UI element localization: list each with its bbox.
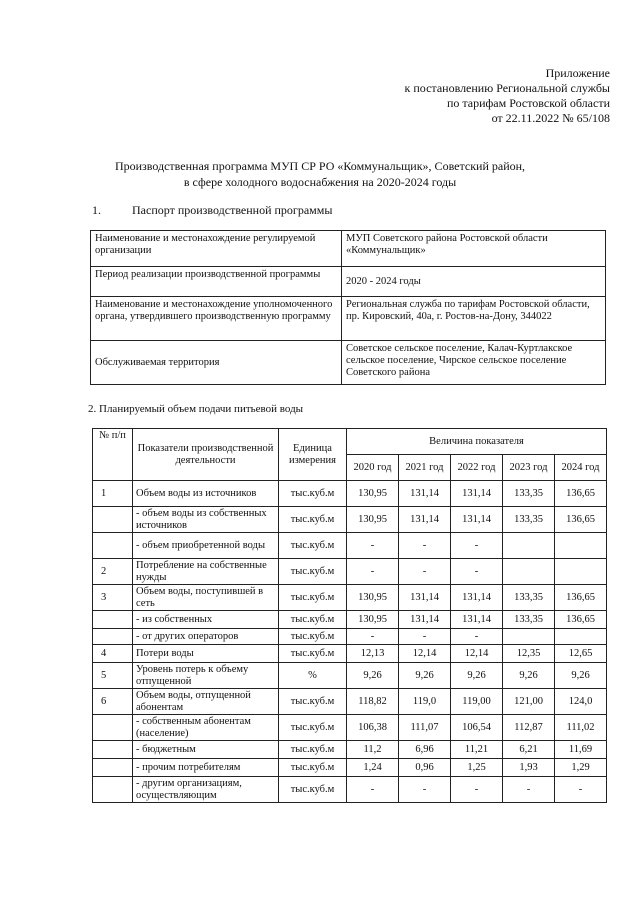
row-number: 2 bbox=[93, 559, 133, 585]
value-cell: 11,2 bbox=[347, 741, 399, 759]
value-cell: - bbox=[555, 777, 607, 803]
value-cell: 131,14 bbox=[399, 481, 451, 507]
table-row bbox=[93, 741, 607, 759]
header-year: 2020 год bbox=[347, 455, 399, 481]
passport-label: Наименование и местонахождение регулируемой организации bbox=[91, 231, 342, 267]
value-cell: 106,38 bbox=[347, 715, 399, 741]
value-cell: - bbox=[347, 559, 399, 585]
section-number: 1. bbox=[92, 203, 101, 217]
header-indicator: Показатели производственной деятельности bbox=[133, 429, 279, 481]
unit-cell: тыс.куб.м bbox=[279, 759, 347, 777]
value-cell: 6,96 bbox=[399, 741, 451, 759]
row-number: 4 bbox=[93, 645, 133, 663]
unit-cell: тыс.куб.м bbox=[279, 507, 347, 533]
unit-cell: тыс.куб.м bbox=[279, 629, 347, 645]
row-number: 3 bbox=[93, 585, 133, 611]
section-2-heading: 2. Планируемый объем подачи питьевой воды bbox=[88, 403, 304, 415]
value-cell: 130,95 bbox=[347, 585, 399, 611]
appendix-line: по тарифам Ростовской области bbox=[446, 96, 610, 110]
value-cell bbox=[555, 629, 607, 645]
indicator-name: - от других операторов bbox=[133, 629, 279, 645]
table-row bbox=[93, 629, 607, 645]
value-cell: - bbox=[451, 777, 503, 803]
value-cell: 119,00 bbox=[451, 689, 503, 715]
table-row bbox=[93, 559, 607, 585]
unit-cell: тыс.куб.м bbox=[279, 481, 347, 507]
value-cell: 12,14 bbox=[451, 645, 503, 663]
value-cell: - bbox=[399, 533, 451, 559]
value-cell bbox=[503, 533, 555, 559]
value-cell: 136,65 bbox=[555, 481, 607, 507]
unit-cell: тыс.куб.м bbox=[279, 533, 347, 559]
indicator-name: Объем воды, поступившей в сеть bbox=[133, 585, 279, 611]
unit-cell: тыс.куб.м bbox=[279, 777, 347, 803]
value-cell: 9,26 bbox=[399, 663, 451, 689]
value-cell bbox=[503, 559, 555, 585]
table-row bbox=[93, 715, 607, 741]
value-cell: 136,65 bbox=[555, 507, 607, 533]
value-cell: 130,95 bbox=[347, 611, 399, 629]
passport-label: Период реализации производственной программы bbox=[91, 267, 342, 297]
value-cell: 130,95 bbox=[347, 507, 399, 533]
indicator-name: - другим организациям, осуществляющим bbox=[133, 777, 279, 803]
indicator-name: Потребление на собственные нужды bbox=[133, 559, 279, 585]
indicator-name: Уровень потерь к объему отпущенной bbox=[133, 663, 279, 689]
table-header-row bbox=[93, 429, 607, 455]
value-cell: 133,35 bbox=[503, 507, 555, 533]
value-cell: 0,96 bbox=[399, 759, 451, 777]
value-cell: - bbox=[347, 777, 399, 803]
section-title: Паспорт производственной программы bbox=[132, 203, 333, 217]
value-cell: 136,65 bbox=[555, 585, 607, 611]
value-cell: 12,13 bbox=[347, 645, 399, 663]
value-cell: 9,26 bbox=[503, 663, 555, 689]
header-num: № п/п bbox=[93, 429, 133, 481]
indicator-name: - объем воды из собственных источников bbox=[133, 507, 279, 533]
row-number bbox=[93, 611, 133, 629]
row-number: 5 bbox=[93, 663, 133, 689]
value-cell: - bbox=[347, 533, 399, 559]
value-cell: 12,65 bbox=[555, 645, 607, 663]
value-cell: 119,0 bbox=[399, 689, 451, 715]
table-row bbox=[93, 481, 607, 507]
value-cell: 11,69 bbox=[555, 741, 607, 759]
table-row bbox=[91, 341, 606, 385]
value-cell bbox=[503, 629, 555, 645]
table-row bbox=[93, 611, 607, 629]
row-number: 1 bbox=[93, 481, 133, 507]
header-year: 2023 год bbox=[503, 455, 555, 481]
table-row bbox=[93, 645, 607, 663]
header-year: 2024 год bbox=[555, 455, 607, 481]
row-number bbox=[93, 741, 133, 759]
value-cell bbox=[555, 559, 607, 585]
value-cell: - bbox=[347, 629, 399, 645]
value-cell: 133,35 bbox=[503, 611, 555, 629]
value-cell: 9,26 bbox=[555, 663, 607, 689]
value-cell: - bbox=[399, 777, 451, 803]
table-row bbox=[93, 533, 607, 559]
unit-cell: тыс.куб.м bbox=[279, 559, 347, 585]
row-number bbox=[93, 715, 133, 741]
row-number bbox=[93, 507, 133, 533]
value-cell bbox=[555, 533, 607, 559]
passport-value: Региональная служба по тарифам Ростовской области, пр. Кировский, 40а, г. Ростов-на-Дону, 344022 bbox=[342, 297, 606, 341]
passport-value: МУП Советского района Ростовской области «Коммунальщик» bbox=[342, 231, 606, 267]
value-cell: 133,35 bbox=[503, 481, 555, 507]
header-unit: Единица измерения bbox=[279, 429, 347, 481]
value-cell: 124,0 bbox=[555, 689, 607, 715]
value-cell: 131,14 bbox=[399, 585, 451, 611]
table-row bbox=[93, 777, 607, 803]
value-cell: 1,29 bbox=[555, 759, 607, 777]
value-cell: 1,25 bbox=[451, 759, 503, 777]
unit-cell: тыс.куб.м bbox=[279, 741, 347, 759]
section-1-heading bbox=[92, 203, 332, 218]
indicator-name: - прочим потребителям bbox=[133, 759, 279, 777]
value-cell: 1,24 bbox=[347, 759, 399, 777]
table-row bbox=[93, 689, 607, 715]
passport-value: 2020 - 2024 годы bbox=[342, 267, 606, 297]
value-cell: 106,54 bbox=[451, 715, 503, 741]
unit-cell: тыс.куб.м bbox=[279, 611, 347, 629]
value-cell: 131,14 bbox=[399, 507, 451, 533]
value-cell: 121,00 bbox=[503, 689, 555, 715]
unit-cell: тыс.куб.м bbox=[279, 715, 347, 741]
row-number bbox=[93, 629, 133, 645]
value-cell: 118,82 bbox=[347, 689, 399, 715]
indicator-name: - собственным абонентам (население) bbox=[133, 715, 279, 741]
value-cell: 131,14 bbox=[451, 611, 503, 629]
indicator-name: - объем приобретенной воды bbox=[133, 533, 279, 559]
passport-label: Наименование и местонахождение уполномоченного органа, утвердившего производственную программу bbox=[91, 297, 342, 341]
table-row bbox=[93, 663, 607, 689]
value-cell: 131,14 bbox=[399, 611, 451, 629]
unit-cell: тыс.куб.м bbox=[279, 689, 347, 715]
appendix-block bbox=[405, 66, 610, 126]
unit-cell: % bbox=[279, 663, 347, 689]
table-row bbox=[91, 231, 606, 267]
table-row bbox=[91, 297, 606, 341]
indicator-name: Объем воды из источников bbox=[133, 481, 279, 507]
header-year: 2021 год bbox=[399, 455, 451, 481]
header-year: 2022 год bbox=[451, 455, 503, 481]
value-cell: 12,35 bbox=[503, 645, 555, 663]
indicator-name: - бюджетным bbox=[133, 741, 279, 759]
row-number bbox=[93, 759, 133, 777]
table-row bbox=[91, 267, 606, 297]
title-line: Производственная программа МУП СР РО «Коммунальщик», Советский район, bbox=[114, 159, 526, 173]
value-cell: - bbox=[399, 559, 451, 585]
value-cell: 131,14 bbox=[451, 481, 503, 507]
value-cell: 131,14 bbox=[451, 507, 503, 533]
row-number bbox=[93, 777, 133, 803]
value-cell: 9,26 bbox=[347, 663, 399, 689]
header-value: Величина показателя bbox=[347, 429, 607, 455]
value-cell: 11,21 bbox=[451, 741, 503, 759]
value-cell: - bbox=[503, 777, 555, 803]
value-cell: 9,26 bbox=[451, 663, 503, 689]
passport-value: Советское сельское поселение, Калач-Куртлакское сельское поселение, Чирское сельское поселение Советского района bbox=[342, 341, 606, 385]
indicator-name: - из собственных bbox=[133, 611, 279, 629]
document-title bbox=[40, 158, 600, 190]
passport-label: Обслуживаемая территория bbox=[91, 341, 342, 385]
indicator-name: Объем воды, отпущенной абонентам bbox=[133, 689, 279, 715]
row-number bbox=[93, 533, 133, 559]
passport-table bbox=[90, 230, 606, 385]
appendix-line: от 22.11.2022 № 65/108 bbox=[491, 111, 610, 125]
value-cell: 136,65 bbox=[555, 611, 607, 629]
indicator-name: Потери воды bbox=[133, 645, 279, 663]
value-cell: 133,35 bbox=[503, 585, 555, 611]
title-line: в сфере холодного водоснабжения на 2020-2024 годы bbox=[183, 175, 457, 189]
value-cell: - bbox=[451, 559, 503, 585]
table-row bbox=[93, 507, 607, 533]
water-volume-table bbox=[92, 428, 607, 803]
value-cell: - bbox=[451, 533, 503, 559]
value-cell: 112,87 bbox=[503, 715, 555, 741]
unit-cell: тыс.куб.м bbox=[279, 645, 347, 663]
value-cell: 130,95 bbox=[347, 481, 399, 507]
appendix-line: Приложение bbox=[545, 66, 610, 80]
value-cell: 1,93 bbox=[503, 759, 555, 777]
unit-cell: тыс.куб.м bbox=[279, 585, 347, 611]
value-cell: 12,14 bbox=[399, 645, 451, 663]
value-cell: - bbox=[451, 629, 503, 645]
table-row bbox=[93, 585, 607, 611]
value-cell: 111,07 bbox=[399, 715, 451, 741]
value-cell: 131,14 bbox=[451, 585, 503, 611]
appendix-line: к постановлению Региональной службы bbox=[404, 81, 610, 95]
value-cell: 6,21 bbox=[503, 741, 555, 759]
value-cell: - bbox=[399, 629, 451, 645]
table-row bbox=[93, 759, 607, 777]
row-number: 6 bbox=[93, 689, 133, 715]
value-cell: 111,02 bbox=[555, 715, 607, 741]
